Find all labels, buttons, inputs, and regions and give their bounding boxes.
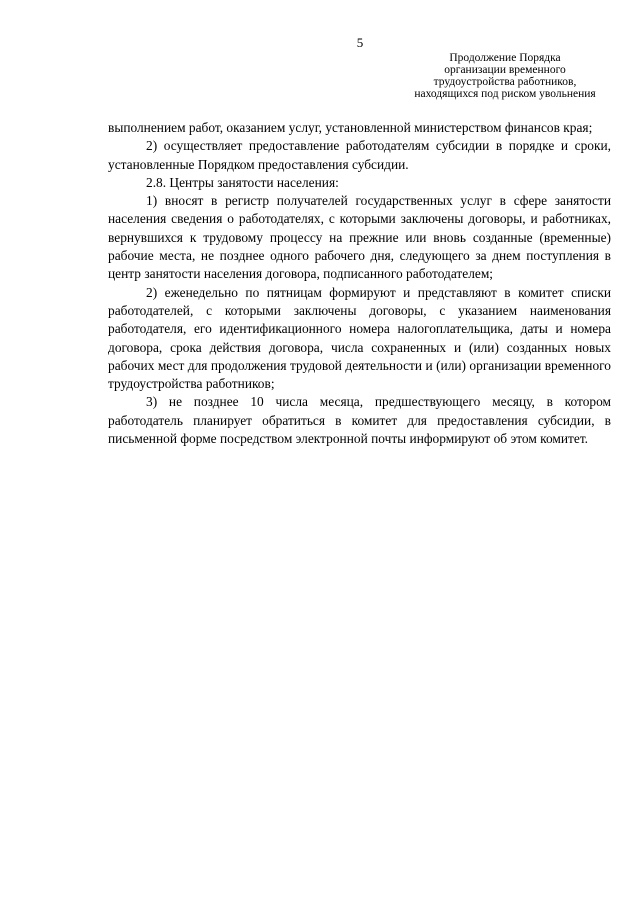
- document-body: [108, 119, 611, 448]
- paragraph-item-3: 3) не позднее 10 числа месяца, предшествующего месяцу, в котором работодатель планирует обратиться в комитет для предоставления субсидии, в письменной форме посредством электронной почты информируют об этом комитет.: [108, 394, 611, 447]
- header-line-4: находящихся под риском увольнения: [414, 88, 596, 100]
- document-header: [385, 52, 625, 100]
- header-line-2: организации временного: [444, 64, 566, 76]
- section-heading-2-8: 2.8. Центры занятости населения:: [146, 174, 339, 190]
- paragraph-item-2: 2) осуществляет предоставление работодателям субсидии в порядке и сроки, установленные Порядком предоставления субсидии.: [108, 138, 611, 172]
- header-line-1: Продолжение Порядка: [449, 52, 561, 64]
- paragraph-continuation: выполнением работ, оказанием услуг, установленной министерством финансов края;: [108, 120, 593, 135]
- page-number: 5: [356, 35, 364, 50]
- paragraph-item-2-weekly: 2) еженедельно по пятницам формируют и представляют в комитет списки работодателей, с которыми заключены договоры, с указанием наименования работодателя, его идентификационного номера налогоплательщика, даты и номера договора, срока действия договора, числа сохраненных и (или) созданных новых рабочих мест для продолжения трудовой деятельности и (или) организации временного трудоустройства работников;: [108, 284, 611, 392]
- paragraph-item-1: 1) вносят в регистр получателей государственных услуг в сфере занятости населения сведения о работодателях, с которыми заключены договоры, и работниках, вернувшихся к трудовому процессу на прежние или вновь созданные (временные) рабочие места, не позднее одного рабочего дня, следующего за днем поступления в центр занятости населения договора, подписанного работодателем;: [108, 193, 611, 282]
- header-line-3: трудоустройства работников,: [433, 76, 577, 88]
